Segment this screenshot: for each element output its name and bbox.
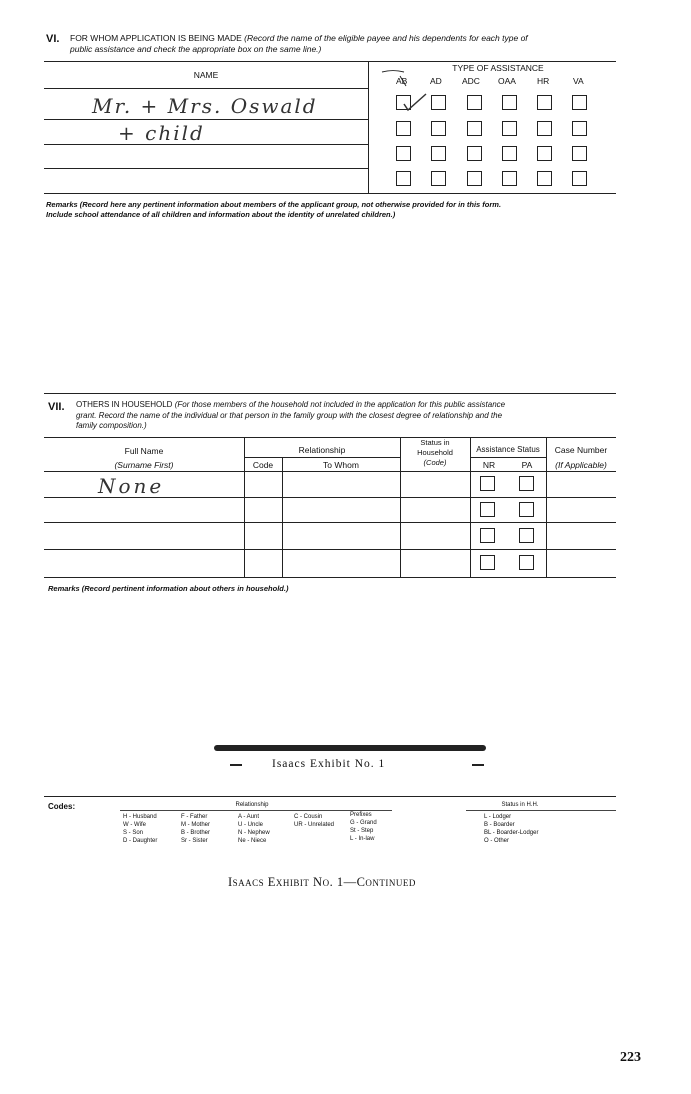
status-header-line-1: Status in bbox=[420, 438, 450, 447]
checkbox-r3-ab[interactable] bbox=[396, 146, 411, 161]
code-brother: B - Brother bbox=[181, 830, 211, 836]
type-of-assistance-header: TYPE OF ASSISTANCE bbox=[452, 63, 544, 73]
checkbox-r1-va[interactable] bbox=[572, 95, 587, 110]
section-7-heading bbox=[76, 400, 616, 432]
handwritten-name-row-2: + child bbox=[118, 121, 205, 145]
code-header: Code bbox=[252, 460, 274, 470]
checkbox-r2-adc[interactable] bbox=[467, 121, 482, 136]
checkbox-r4-oaa[interactable] bbox=[502, 171, 517, 186]
checkbox-r4-ab[interactable] bbox=[396, 171, 411, 186]
col-divider-name bbox=[244, 437, 245, 577]
section-6-remarks-line-1: Remarks (Record here any pertinent information about members of the applicant group, not otherwise provided for in this form. bbox=[46, 200, 502, 209]
section-7-header-bottom-rule bbox=[44, 471, 616, 472]
codes-status-column bbox=[484, 813, 538, 845]
assistance-sub-rule bbox=[470, 457, 546, 458]
section-7-row-2-rule bbox=[44, 522, 616, 523]
ab-pointer-mark bbox=[380, 68, 410, 92]
status-boarder-lodger: BL - Boarder-Lodger bbox=[484, 830, 539, 836]
full-name-header: Full Name bbox=[124, 446, 164, 456]
name-row-1-rule bbox=[44, 119, 368, 120]
code-uncle: U - Uncle bbox=[238, 822, 264, 828]
continued-caption: Isaacs Exhibit No. 1—Continued bbox=[228, 875, 416, 889]
section-7-instruction-3: family composition.) bbox=[76, 421, 147, 430]
checkbox-r1-adc[interactable] bbox=[467, 95, 482, 110]
section-7-title: OTHERS IN HOUSEHOLD bbox=[76, 400, 173, 409]
codes-column-4 bbox=[294, 813, 334, 829]
name-header: NAME bbox=[193, 70, 219, 80]
checkbox-r2-va[interactable] bbox=[572, 121, 587, 136]
case-number-header: Case Number bbox=[554, 445, 608, 455]
relationship-header: Relationship bbox=[298, 445, 346, 455]
checkbox-o3-nr[interactable] bbox=[480, 528, 495, 543]
type-adc: ADC bbox=[462, 76, 480, 86]
status-header-line-3: (Code) bbox=[423, 458, 447, 467]
checkbox-r3-va[interactable] bbox=[572, 146, 587, 161]
exhibit-dash-left bbox=[230, 764, 242, 766]
section-6-instruction-2: public assistance and check the appropriate box on the same line.) bbox=[70, 44, 322, 54]
checkbox-r2-ad[interactable] bbox=[431, 121, 446, 136]
handwritten-name-row-1: Mr. + Mrs. Oswald bbox=[92, 94, 318, 118]
type-ab: AB bbox=[396, 76, 408, 86]
codes-column-3 bbox=[238, 813, 270, 845]
section-7-remarks: Remarks (Record pertinent information about others in household.) bbox=[48, 584, 289, 593]
checkbox-o2-pa[interactable] bbox=[519, 502, 534, 517]
relationship-sub-rule bbox=[244, 457, 400, 458]
code-husband: H - Husband bbox=[123, 814, 157, 820]
codes-top-rule bbox=[44, 796, 616, 797]
type-ad: AD bbox=[430, 76, 442, 86]
codes-status-title: Status in H.H. bbox=[501, 802, 539, 808]
section-7-top-rule bbox=[44, 393, 616, 394]
status-in-household-header bbox=[400, 438, 470, 468]
type-hr: HR bbox=[537, 76, 550, 86]
code-in-law: L - In-law bbox=[350, 836, 375, 842]
section-6-top-rule bbox=[44, 61, 616, 62]
checkbox-r4-va[interactable] bbox=[572, 171, 587, 186]
exhibit-label: Isaacs Exhibit No. 1 bbox=[272, 758, 386, 770]
page-number: 223 bbox=[620, 1050, 641, 1065]
checkbox-o2-nr[interactable] bbox=[480, 502, 495, 517]
section-6-remarks-line-2: Include school attendance of all children and information about the identity of unrelated children.) bbox=[46, 210, 396, 219]
status-lodger: L - Lodger bbox=[484, 814, 512, 820]
checkbox-o1-nr[interactable] bbox=[480, 476, 495, 491]
code-father: F - Father bbox=[181, 814, 208, 820]
code-wife: W - Wife bbox=[123, 822, 146, 828]
code-prefixes: Prefixes bbox=[350, 812, 372, 818]
checkbox-o4-nr[interactable] bbox=[480, 555, 495, 570]
name-header-rule bbox=[44, 88, 368, 89]
codes-status-rule bbox=[466, 810, 616, 811]
codes-column-2 bbox=[181, 813, 210, 845]
section-6-number: VI. bbox=[46, 33, 60, 45]
codes-relationship-title: Relationship bbox=[235, 802, 269, 808]
section-7-row-3-rule bbox=[44, 549, 616, 550]
section-6-heading bbox=[70, 33, 630, 55]
assistance-status-header: Assistance Status bbox=[476, 445, 540, 454]
section-6-instruction-1: (Record the name of the eligible payee and his dependents for each type of bbox=[244, 33, 528, 43]
checkbox-o3-pa[interactable] bbox=[519, 528, 534, 543]
checkbox-r3-oaa[interactable] bbox=[502, 146, 517, 161]
checkbox-r4-hr[interactable] bbox=[537, 171, 552, 186]
checkbox-o1-pa[interactable] bbox=[519, 476, 534, 491]
section-7-instruction-1: (For those members of the household not included in the application for this public assistance bbox=[174, 400, 506, 409]
section-6-title: FOR WHOM APPLICATION IS BEING MADE bbox=[70, 33, 242, 43]
name-row-2-rule bbox=[44, 144, 368, 145]
to-whom-header: To Whom bbox=[323, 460, 359, 470]
exhibit-torn-edge bbox=[214, 745, 486, 751]
code-son: S - Son bbox=[123, 830, 144, 836]
type-va: VA bbox=[573, 76, 584, 86]
section-7-table-top-rule bbox=[44, 437, 616, 438]
code-niece: Ne - Niece bbox=[238, 838, 267, 844]
code-sister: Sr - Sister bbox=[181, 838, 208, 844]
checkbox-r2-ab[interactable] bbox=[396, 121, 411, 136]
codes-column-5 bbox=[350, 811, 377, 843]
checkbox-r1-hr[interactable] bbox=[537, 95, 552, 110]
checkbox-r3-hr[interactable] bbox=[537, 146, 552, 161]
name-column-divider bbox=[368, 61, 369, 193]
code-mother: M - Mother bbox=[181, 822, 211, 828]
codes-label: Codes: bbox=[48, 802, 76, 811]
checkbox-r2-hr[interactable] bbox=[537, 121, 552, 136]
code-grand: G - Grand bbox=[350, 820, 377, 826]
codes-column-1 bbox=[123, 813, 157, 845]
code-cousin: C - Cousin bbox=[294, 814, 323, 820]
handwritten-others-name: None bbox=[98, 474, 165, 498]
code-step: St - Step bbox=[350, 828, 374, 834]
surname-first-header: (Surname First) bbox=[114, 460, 174, 470]
status-header-line-2: Household bbox=[417, 448, 453, 457]
checkbox-r4-ad[interactable] bbox=[431, 171, 446, 186]
code-daughter: D - Daughter bbox=[123, 838, 158, 844]
section-7-instruction-2: grant. Record the name of the individual or that person in the family group with the closest degree of relationship and the bbox=[76, 410, 503, 420]
section-7-bottom-rule bbox=[44, 577, 616, 578]
type-codes-row bbox=[396, 76, 616, 88]
type-oaa: OAA bbox=[498, 76, 516, 86]
checkbox-r3-adc[interactable] bbox=[467, 146, 482, 161]
section-7-number: VII. bbox=[48, 401, 65, 413]
pa-header: PA bbox=[521, 460, 533, 470]
code-aunt: A - Aunt bbox=[238, 814, 260, 820]
checkbox-r1-ad[interactable] bbox=[431, 95, 446, 110]
checkbox-r4-adc[interactable] bbox=[467, 171, 482, 186]
checkbox-r1-oaa[interactable] bbox=[502, 95, 517, 110]
section-6-bottom-rule bbox=[44, 193, 616, 194]
checkmark-icon bbox=[396, 92, 428, 112]
name-row-3-rule bbox=[44, 168, 368, 169]
status-boarder: B - Boarder bbox=[484, 822, 515, 828]
nr-header: NR bbox=[482, 460, 496, 470]
col-divider-code bbox=[282, 457, 283, 577]
checkbox-r2-oaa[interactable] bbox=[502, 121, 517, 136]
code-unrelated: UR - Unrelated bbox=[294, 822, 335, 828]
code-nephew: N - Nephew bbox=[238, 830, 270, 836]
section-6-remarks bbox=[46, 200, 618, 220]
if-applicable-header: (If Applicable) bbox=[555, 460, 607, 470]
checkbox-r3-ad[interactable] bbox=[431, 146, 446, 161]
status-other: O - Other bbox=[484, 838, 510, 844]
col-divider-assistance bbox=[546, 437, 547, 577]
exhibit-dash-right bbox=[472, 764, 484, 766]
checkbox-o4-pa[interactable] bbox=[519, 555, 534, 570]
col-divider-status bbox=[470, 437, 471, 577]
